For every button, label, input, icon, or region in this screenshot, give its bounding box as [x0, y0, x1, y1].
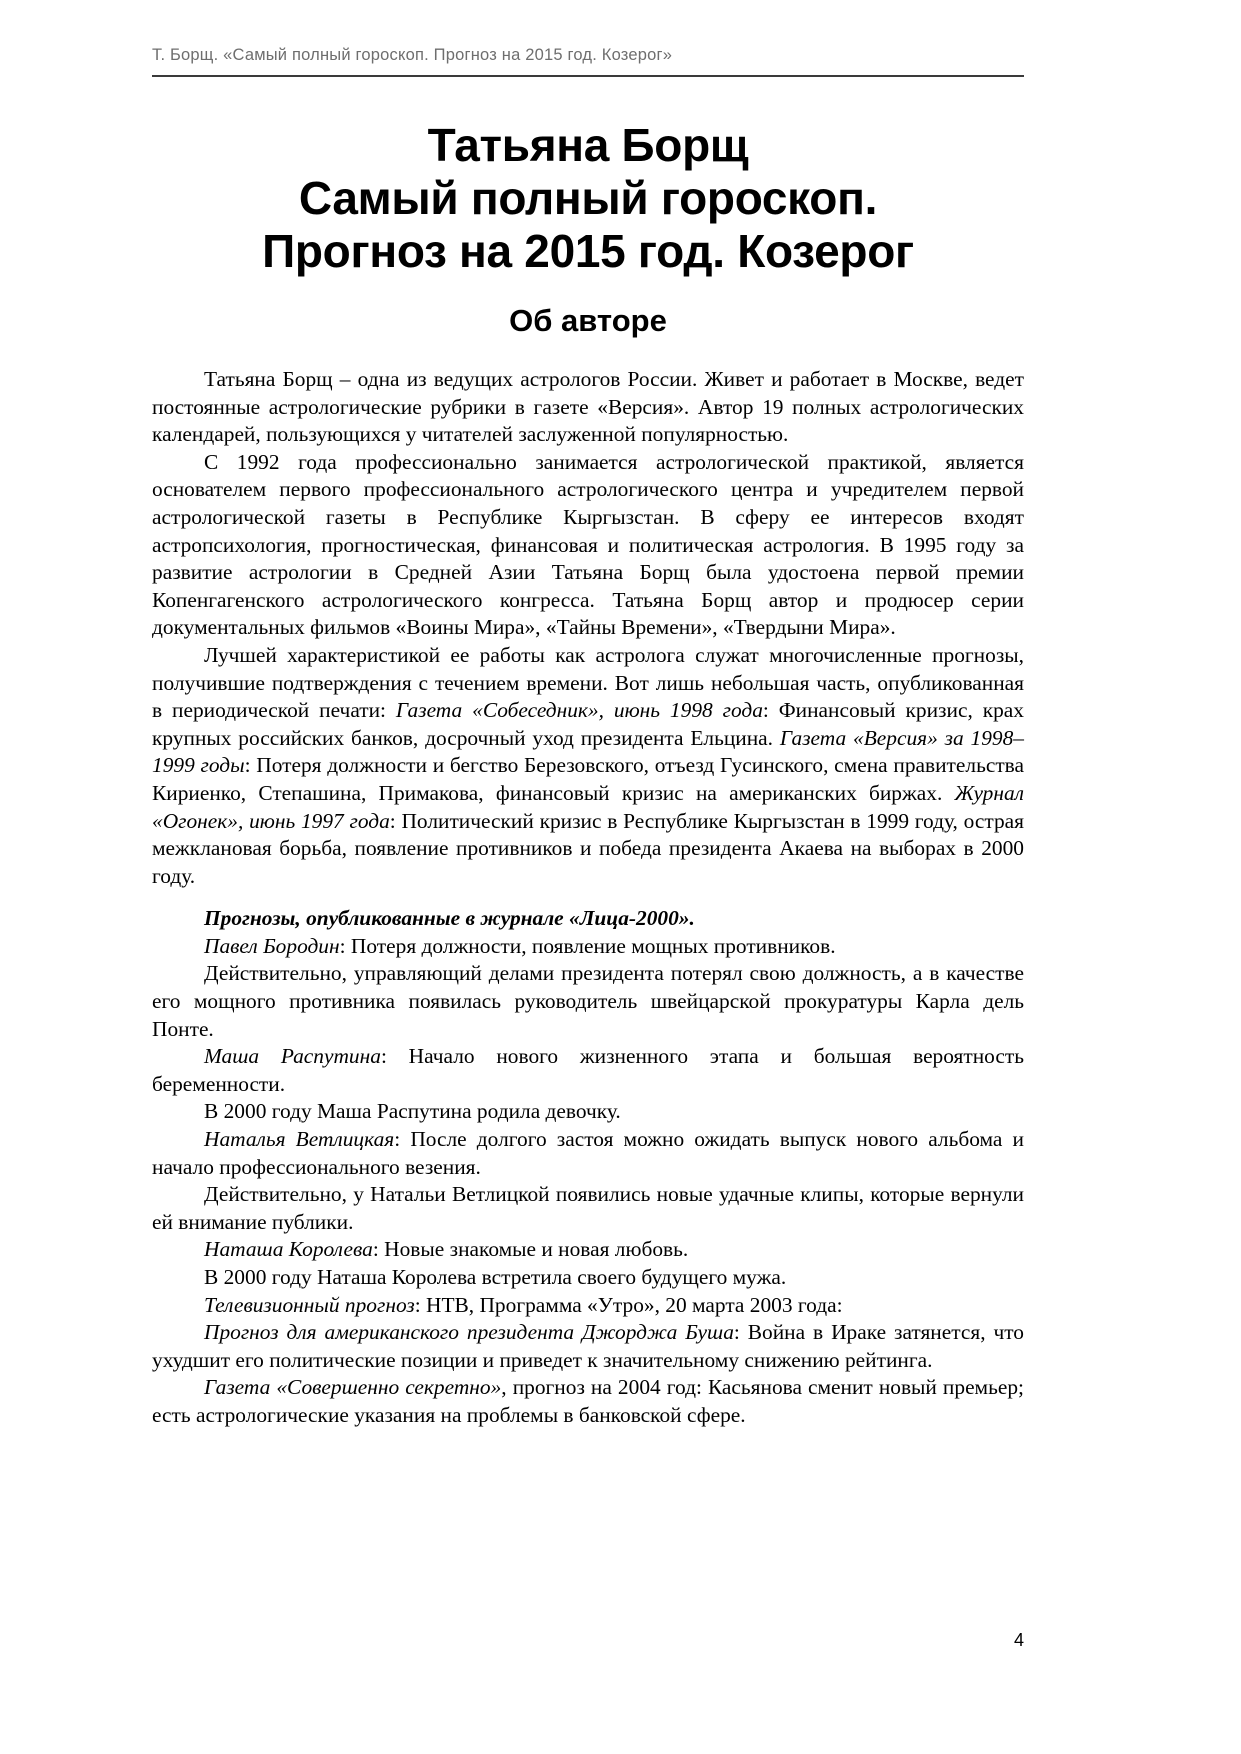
paragraph-11	[152, 1236, 1024, 1264]
page-title	[152, 119, 1024, 278]
paragraph-4-heading	[152, 905, 1024, 933]
title-line-subtitle: Прогноз на 2015 год. Козерог	[262, 225, 914, 277]
paragraph-12	[152, 1264, 1024, 1292]
paragraph-15	[152, 1374, 1024, 1429]
paragraph-12-text: В 2000 году Наташа Королева встретила своего будущего мужа.	[204, 1265, 787, 1289]
paragraph-9-text: : После долгого застоя можно ожидать выпуск нового альбома и начало профессионального везения.	[152, 1127, 1024, 1179]
paragraph-7	[152, 1043, 1024, 1098]
publication-sobesednik: Газета «Собеседник», июнь 1998 года	[395, 698, 763, 723]
paragraph-8-text: В 2000 году Маша Распутина родила девочку.	[204, 1099, 621, 1124]
forecasts-subheading: Прогнозы, опубликованные в журнале «Лица-2000».	[204, 906, 695, 931]
paragraph-1-text: Татьяна Борщ – одна из ведущих астрологов России. Живет и работает в Москве, ведет постоянные астрологические рубрики в газете «Версия». Автор 19 полных астрологических календарей, пользующихся у читателей заслуженной популярностью.	[152, 367, 1024, 447]
paragraph-1	[152, 366, 1024, 449]
publication-sovershenno-sekretno: Газета «Совершенно секретно»	[204, 1375, 502, 1400]
body-text-column	[152, 366, 1024, 1430]
paragraph-8	[152, 1098, 1024, 1126]
tv-forecast-label: Телевизионный прогноз	[204, 1292, 415, 1317]
paragraph-5-text: : Потеря должности, появление мощных противников.	[339, 933, 836, 958]
paragraph-14-text: : Война в Ираке затянется, что ухудшит его политические позиции и приведет к значительному снижению рейтинга.	[152, 1320, 1024, 1372]
title-line-book: Самый полный гороскоп.	[298, 172, 878, 224]
person-natasha-koroleva: Наташа Королева	[204, 1237, 373, 1262]
forecast-bush-label: Прогноз для американского президента Джорджа Буша	[204, 1320, 734, 1345]
paragraph-5	[152, 933, 1024, 961]
publication-versiya: Газета «Версия» за 1998–1999 годы	[152, 725, 1024, 778]
paragraph-10	[152, 1181, 1024, 1236]
section-heading-about-author: Об авторе	[509, 303, 667, 338]
paragraph-9	[152, 1126, 1024, 1181]
running-header: Т. Борщ. «Самый полный гороскоп. Прогноз на 2015 год. Козерог»	[152, 46, 673, 64]
paragraph-6	[152, 960, 1024, 1043]
person-masha-rasputina: Маша Распутина	[204, 1044, 381, 1069]
publication-ogonek: Журнал «Огонек», июнь 1997 года	[152, 780, 1024, 833]
person-natalya-vetlitskaya: Наталья Ветлицкая	[204, 1127, 395, 1152]
person-pavel-borodin: Павел Бородин	[204, 933, 340, 958]
paragraph-3	[152, 642, 1024, 890]
paragraph-7-text: : Начало нового жизненного этапа и большая вероятность беременности.	[152, 1044, 1025, 1096]
paragraph-2	[152, 449, 1024, 642]
paragraph-6-text: Действительно, управляющий делами президента потерял свою должность, а в качестве его мощного противника появилась руководитель швейцарской прокуратуры Карла дель Понте.	[152, 961, 1024, 1041]
paragraph-13-text: : НТВ, Программа «Утро», 20 марта 2003 года:	[414, 1292, 843, 1317]
paragraph-3-text-b: : Финансовый кризис, крах крупных российских банков, досрочный уход президента Ельцина.	[152, 698, 1024, 750]
paragraph-14	[152, 1319, 1024, 1374]
paragraph-15-text: , прогноз на 2004 год: Касьянова сменит новый премьер; есть астрологические указания на проблемы в банковской сфере.	[152, 1375, 1024, 1427]
paragraph-13	[152, 1292, 1024, 1320]
paragraph-11-text: : Новые знакомые и новая любовь.	[372, 1237, 689, 1262]
paragraph-2-text: С 1992 года профессионально занимается астрологической практикой, является основателем первого профессионального астрологического центра и учредителем первой астрологической газеты в Республике Кыргызстан. В сферу ее интересов входят астропсихология, прогностическая, финансовая и политическая астрология. В 1995 году за развитие астрологии в Средней Азии Татьяна Борщ была удостоена первой премии Копенгагенского астрологического конгресса. Татьяна Борщ автор и продюсер серии документальных фильмов «Воины Мира», «Тайны Времени», «Твердыни Мира».	[152, 449, 1024, 640]
page-number: 4	[1013, 1630, 1024, 1650]
paragraph-3-text-c: : Потеря должности и бегство Березовского, отъезд Гусинского, смена правительства Кириенко, Степашина, Примакова, финансовый кризис на американских биржах.	[152, 753, 1024, 805]
paragraph-spacer	[152, 890, 1024, 905]
paragraph-10-text: Действительно, у Натальи Ветлицкой появились новые удачные клипы, которые вернули ей внимание публики.	[152, 1182, 1024, 1234]
paragraph-3-text-d: : Политический кризис в Республике Кыргызстан в 1999 году, острая межклановая борьба, появление противников и победа президента Акаева на выборах в 2000 году.	[152, 808, 1024, 888]
header-divider	[152, 75, 1024, 77]
title-line-author: Татьяна Борщ	[427, 119, 749, 171]
paragraph-3-text-a: Лучшей характеристикой ее работы как астролога служат многочисленные прогнозы, получившие подтверждения с течением времени. Вот лишь небольшая часть, опубликованная в периодической печати:	[152, 642, 1024, 723]
